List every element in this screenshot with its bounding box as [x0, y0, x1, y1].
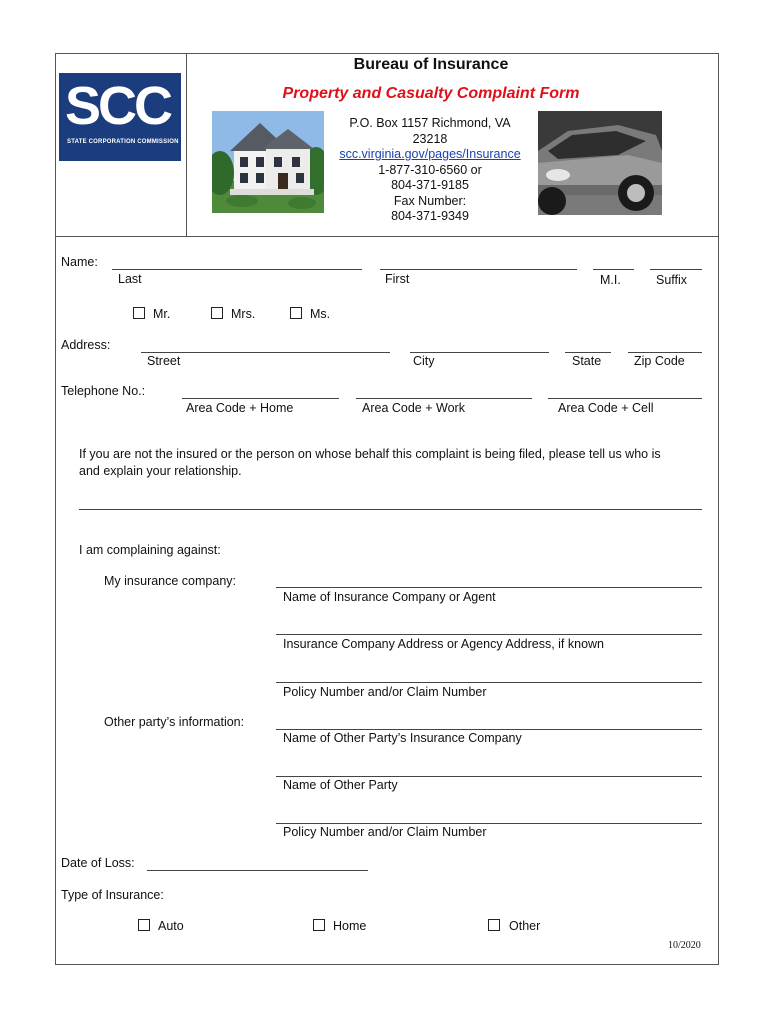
contact-info: [330, 116, 530, 225]
auto-checkbox[interactable]: [138, 919, 150, 931]
mr-checkbox[interactable]: [133, 307, 145, 319]
company-address-field[interactable]: [276, 634, 702, 635]
telephone-label: Telephone No.:: [61, 384, 146, 398]
work-phone-field[interactable]: [356, 398, 532, 399]
website-link[interactable]: scc.virginia.gov/pages/Insurance: [339, 147, 521, 161]
address-label: Address:: [61, 338, 111, 352]
relationship-field[interactable]: [79, 509, 702, 510]
other-name-caption: Name of Other Party: [283, 778, 398, 792]
car-image: [538, 111, 662, 215]
bureau-title: Bureau of Insurance: [353, 56, 509, 73]
suffix-caption: Suffix: [656, 273, 688, 287]
last-name-caption: Last: [118, 272, 142, 286]
mi-field[interactable]: [593, 269, 634, 270]
relationship-text-1: If you are not the insured or the person on whose behalf this complaint is being filed, please tell us who is: [79, 447, 661, 461]
cell-phone-field[interactable]: [548, 398, 702, 399]
home-phone-field[interactable]: [182, 398, 339, 399]
fax-label: Fax Number:: [393, 193, 467, 208]
form-title: Property and Casualty Complaint Form: [282, 85, 580, 102]
phone-line-2: 804-371-9185: [391, 178, 469, 192]
home-label: Home: [333, 919, 367, 933]
address-line-2: 23218: [412, 131, 448, 146]
mrs-label: Mrs.: [231, 307, 256, 321]
city-field[interactable]: [410, 352, 549, 353]
first-name-field[interactable]: [380, 269, 577, 270]
phone-line-1: 1-877-310-6560 or: [378, 162, 482, 177]
other-policy-field[interactable]: [276, 823, 702, 824]
mi-caption: M.I.: [600, 273, 621, 287]
last-name-field[interactable]: [112, 269, 362, 270]
logo-subtitle: STATE CORPORATION COMMISSION: [67, 139, 179, 145]
scc-logo: [59, 73, 181, 161]
zip-field[interactable]: [628, 352, 702, 353]
other-policy-caption: Policy Number and/or Claim Number: [283, 825, 487, 839]
cell-phone-caption: Area Code + Cell: [558, 401, 654, 415]
other-party-label: Other party’s information:: [104, 715, 245, 729]
date-of-loss-field[interactable]: [147, 870, 368, 871]
policy-number-caption: Policy Number and/or Claim Number: [283, 685, 487, 699]
name-label: Name:: [61, 255, 98, 269]
zip-caption: Zip Code: [634, 354, 685, 368]
policy-number-field[interactable]: [276, 682, 702, 683]
ms-checkbox[interactable]: [290, 307, 302, 319]
logo-text: SCC: [65, 76, 171, 136]
other-company-caption: Name of Other Party’s Insurance Company: [283, 731, 522, 745]
company-name-field[interactable]: [276, 587, 702, 588]
company-name-caption: Name of Insurance Company or Agent: [283, 590, 496, 604]
insurance-type-label: Type of Insurance:: [61, 888, 164, 902]
logo-divider: [186, 53, 187, 237]
other-checkbox[interactable]: [488, 919, 500, 931]
suffix-field[interactable]: [650, 269, 702, 270]
complaint-heading: I am complaining against:: [79, 543, 221, 557]
other-name-field[interactable]: [276, 776, 702, 777]
auto-label: Auto: [158, 919, 184, 933]
street-caption: Street: [147, 354, 181, 368]
first-name-caption: First: [385, 272, 410, 286]
relationship-text-2: and explain your relationship.: [79, 464, 242, 478]
header-divider: [55, 236, 719, 237]
work-phone-caption: Area Code + Work: [362, 401, 465, 415]
address-line-1: P.O. Box 1157 Richmond, VA: [349, 116, 511, 130]
home-checkbox[interactable]: [313, 919, 325, 931]
company-address-caption: Insurance Company Address or Agency Address, if known: [283, 637, 605, 651]
revision-date: 10/2020: [668, 940, 701, 951]
fax-number: 804-371-9349: [391, 209, 469, 223]
mr-label: Mr.: [153, 307, 171, 321]
other-label: Other: [509, 919, 541, 933]
state-caption: State: [572, 354, 602, 368]
mrs-checkbox[interactable]: [211, 307, 223, 319]
date-of-loss-label: Date of Loss:: [61, 856, 135, 870]
street-field[interactable]: [141, 352, 390, 353]
city-caption: City: [413, 354, 435, 368]
state-field[interactable]: [565, 352, 611, 353]
other-company-field[interactable]: [276, 729, 702, 730]
home-phone-caption: Area Code + Home: [186, 401, 294, 415]
my-company-label: My insurance company:: [104, 574, 237, 588]
house-image: [212, 111, 324, 213]
ms-label: Ms.: [310, 307, 331, 321]
